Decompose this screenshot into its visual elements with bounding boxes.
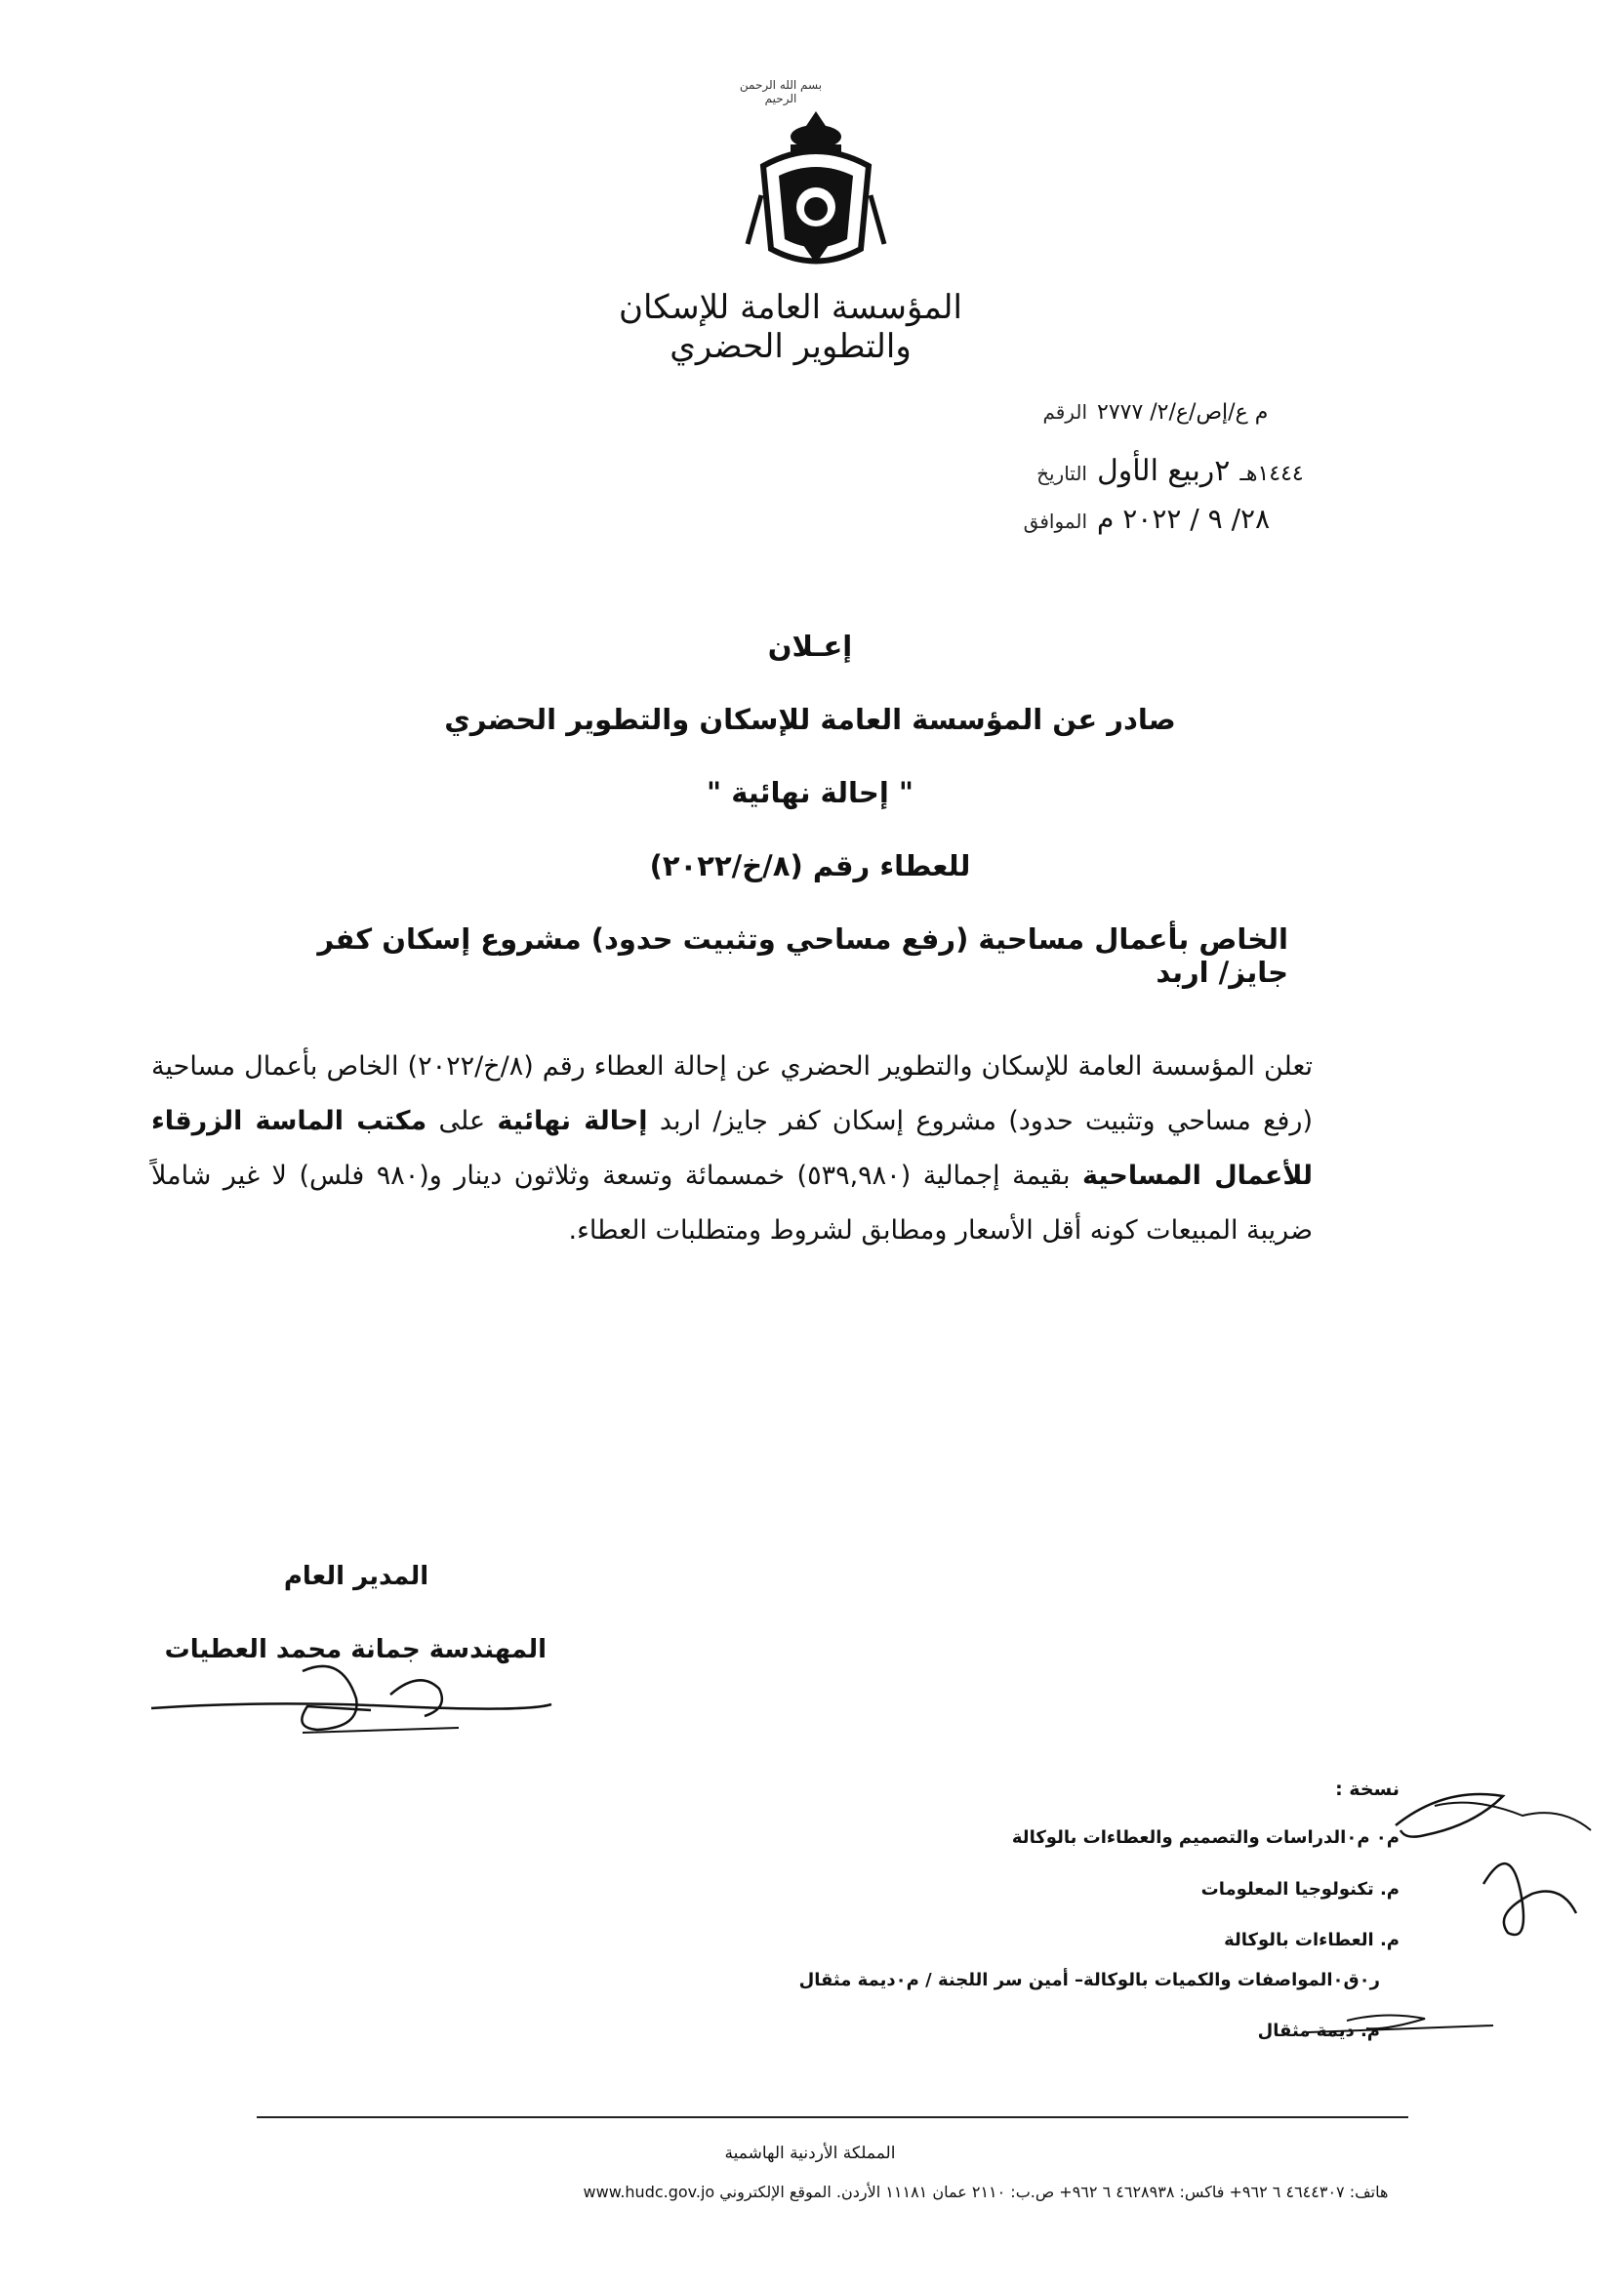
handwritten-signature xyxy=(146,1659,556,1747)
body-text-2: على xyxy=(426,1106,498,1136)
body-bold-contractor: مكتب الماسة الزرقاء للأعمال المساحية xyxy=(151,1106,1313,1191)
issuer-line: صادر عن المؤسسة العامة للإسكان والتطوير الحضري xyxy=(444,703,1176,736)
copy-recipient-3: م. العطاءات بالوكالة xyxy=(1224,1930,1400,1950)
announcement-heading: إعـلان xyxy=(767,630,853,663)
copy-recipient-1: م٠ م٠الدراسات والتصميم والعطاءات بالوكالة xyxy=(1011,1827,1400,1848)
basmala-text: بسم الله الرحمن الرحيم xyxy=(739,78,823,105)
hijri-date-row xyxy=(1009,454,1556,493)
tender-number-line: للعطاء رقم (٨/خ/٢٠٢٢) xyxy=(649,849,971,882)
copy-recipient-2: م. تكنولوجيا المعلومات xyxy=(1200,1879,1400,1900)
copy-recipient-5: م. ديمة مثقال xyxy=(1257,2021,1380,2041)
footer-contact-info: هاتف: ٤٦٤٤٣٠٧ ٦ ٩٦٢+ فاكس: ٤٦٢٨٩٣٨ ٦ ٩٦٢+ ص.ب: ٢١١٠ عمان ١١١٨١ الأردن. الموقع الإلكتروني www.hudc.gov.jo xyxy=(583,2183,1389,2201)
gregorian-date-row xyxy=(1009,503,1556,542)
reference-number-label: الرقم xyxy=(1042,400,1087,424)
handwritten-annotations xyxy=(1015,1777,1601,2060)
copies-label: نسخة : xyxy=(1335,1779,1400,1800)
organization-logo-text: المؤسسة العامة للإسكان والتطوير الحضري xyxy=(619,288,962,366)
final-award-line: " إحالة نهائية " xyxy=(707,776,914,809)
footer-country: المملكة الأردنية الهاشمية xyxy=(724,2144,896,2163)
signatory-title: المدير العام xyxy=(283,1562,429,1591)
gregorian-date-label: الموافق xyxy=(1023,510,1087,533)
footer-divider xyxy=(257,2116,1408,2118)
signatory-name: المهندسة جمانة محمد العطيات xyxy=(164,1635,547,1664)
tender-subject-line: الخاص بأعمال مساحية (رفع مساحي وتثبيت حدود) مشروع إسكان كفر جايز/ اربد xyxy=(317,922,1288,989)
announcement-body xyxy=(151,1040,1313,1258)
hijri-date-label: التاريخ xyxy=(1036,462,1087,485)
reference-number-row xyxy=(1009,400,1556,439)
body-text-1: تعلن المؤسسة العامة للإسكان والتطوير الحضري عن إحالة العطاء رقم (٨/خ/٢٠٢٢) الخاص بأعمال مساحية (رفع مساحي وتثبيت حدود) مشروع إسكان كفر جايز/ اربد xyxy=(151,1051,1313,1136)
gregorian-date-value: ٢٨/ ٩ / ٢٠٢٢ م xyxy=(1097,503,1271,535)
reference-number-value: م ع/إص/ع/٢/ ٢٧٧٧ xyxy=(1097,400,1269,425)
coat-of-arms-emblem xyxy=(744,107,888,273)
body-bold-final-award: إحالة نهائية xyxy=(497,1106,648,1136)
hijri-year: ١٤٤٤هـ xyxy=(1239,462,1304,486)
body-text-3: بقيمة إجمالية (٥٣٩,٩٨٠) خمسمائة وتسعة وثلاثون دينار و(٩٨٠ فلس) لا غير شاملاً ضريبة المبيعات كونه أقل الأسعار ومطابق لشروط ومتطلبات العطاء. xyxy=(151,1161,1313,1246)
hijri-month-handwritten: ٢ربيع الأول xyxy=(1097,454,1231,488)
copy-recipient-4: ر٠ق٠المواصفات والكميات بالوكالة– أمين سر اللجنة / م٠ديمة مثقال xyxy=(798,1970,1380,1990)
